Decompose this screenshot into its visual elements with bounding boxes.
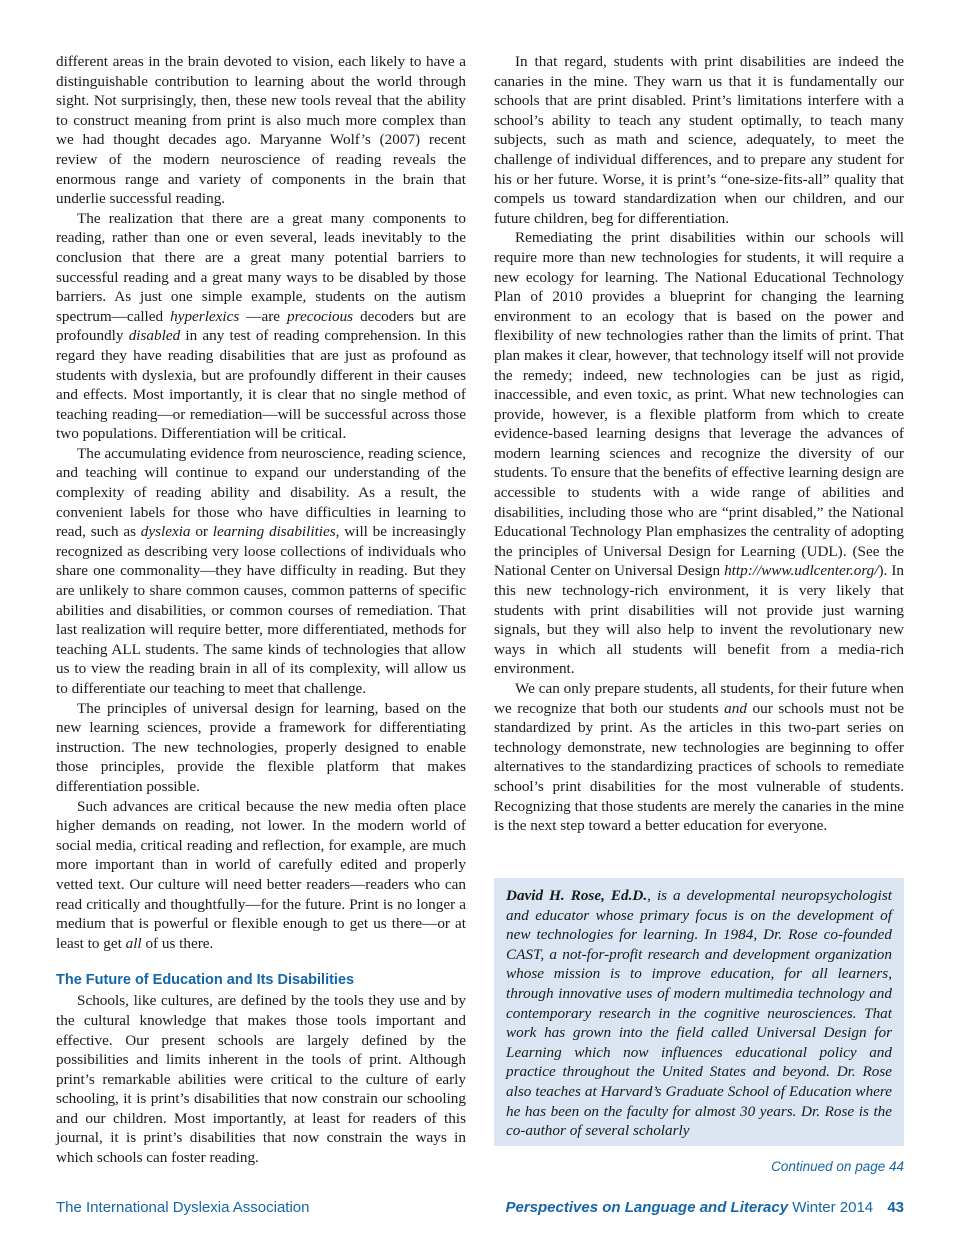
emphasis: precocious bbox=[287, 307, 354, 325]
text-run: decoders but are profoundly bbox=[56, 307, 467, 345]
left-column bbox=[56, 52, 466, 1168]
author-name: David H. Rose, Ed.D. bbox=[506, 887, 648, 904]
journal-title: Perspectives on Language and Literacy bbox=[505, 1199, 789, 1216]
body-paragraph bbox=[56, 797, 466, 954]
body-paragraph: Schools, like cultures, are defined by the tools they use and by the cultural knowledge that makes those tools important and effective. Our present schools are largely defined by the possibilities and limits inherent in the tools of print. Although print’s remarkable abilities were critical to the culture of early schooling, it is print’s disabilities that now constrain our schooling and our children. Most importantly, at least for readers of this journal, it is print’s disabilities that now constrain the ways in which schools can foster reading. bbox=[56, 992, 466, 1167]
text-run: or bbox=[190, 523, 213, 541]
body-paragraph bbox=[56, 209, 466, 444]
text-run: in any test of reading comprehension. In this regard they have reading disabilities that are just as profound as students with dyslexia, but are profoundly different in their causes and effects. Most importantly, it is clear that no single method of teaching reading—or remediation—will be successful across those two populations. Differentiation will be critical. bbox=[56, 327, 466, 443]
text-run: The accumulating evidence from neuroscience, reading science, and teaching will continue to expand our understanding of the complexity of reading ability and disability. As a result, the convenient labels for those who have difficulties in learning to read, such as bbox=[56, 444, 466, 541]
body-paragraph: In that regard, students with print disabilities are indeed the canaries in the mine. They warn us that it is fundamentally our schools that are print disabled. Print’s limitations interfere with a school’s ability to teach any student optimally, to teach many subjects, such as math and science, adequately, to meet the challenge of individual differences, and to prepare any student for his or her future. Worse, it is print’s “one-size-fits-all” quality that compels us toward standardization when our children, and our future children, beg for differentiation. bbox=[494, 53, 904, 227]
body-paragraph: The principles of universal design for learning, based on the new learning sciences, provide a framework for differentiating instruction. The new technologies, properly designed to enable those principles, provide the flexible platform that makes differentiation possible. bbox=[56, 699, 466, 795]
right-column bbox=[494, 52, 904, 836]
emphasis: all bbox=[125, 934, 142, 952]
udl-center-link[interactable]: http://www.udlcenter.org/ bbox=[724, 562, 879, 580]
text-run: our schools must not be standardized by print. As the articles in this two-part series on technology demonstrate, new technologies are beginning to offer alternatives to the standardizing practices of schools to remediate school’s print disabilities for the most vulnerable of students. Recognizing that those students are merely the canaries in the mine is the next step toward a better education for everyone. bbox=[494, 699, 904, 835]
emphasis: and bbox=[724, 699, 747, 717]
author-bio-text: , is a developmental neuropsychologist and educator whose primary focus is on the development of new technologies for learning. In 1984, Dr. Rose co-founded CAST, a not-for-profit research and development organization whose mission is to improve education, for all learners, through innovative uses of modern multimedia technology and contemporary research in the cognitive neurosciences. That work has grown into the field called Universal Design for Learning which now influences educational policy and practice throughout the United States and beyond. Dr. Rose also teaches at Harvard’s Graduate School of Education where he has been on the faculty for almost 30 years. Dr. Rose is the co-author of several scholarly bbox=[506, 887, 892, 1140]
emphasis: disabled bbox=[128, 327, 181, 345]
author-bio-box bbox=[494, 878, 904, 1146]
emphasis: learning disabilities, bbox=[212, 523, 340, 541]
text-run: ). In this new technology-rich environment, it is very likely that students with print disabilities will not provide just warning signals, but they will also help to invent the revolutionary new ways in which all students will benefit from a media-rich environment. bbox=[494, 562, 904, 678]
body-paragraph: different areas in the brain devoted to vision, each likely to have a distinguishable contribution to learning about the world through sight. Not surprisingly, then, these new tools reveal that the ability to construct meaning from print is also much more complex than we had thought decades ago. Maryanne Wolf’s (2007) recent review of the modern neuroscience of reading reveals the enormous range and variety of components in the brain that underlie successful reading. bbox=[56, 53, 466, 208]
text-run: We can only prepare students, all students, for their future when we recognize that both our students bbox=[494, 680, 904, 717]
footer-organization: The International Dyslexia Association bbox=[56, 1199, 310, 1216]
text-run: —are bbox=[239, 307, 288, 325]
section-heading: The Future of Education and Its Disabilities bbox=[56, 972, 355, 989]
journal-issue: Winter 2014 bbox=[792, 1199, 874, 1216]
emphasis: dyslexia bbox=[140, 523, 191, 541]
page-number: 43 bbox=[887, 1199, 904, 1216]
text-run: will be increasingly recognized as describing very loose collections of individuals who share one commonality—they have difficulty in reading. But they are unlikely to share common causes, common patterns of specific abilities and disabilities, or common courses of remediation. That last realization will require better, more differentiated, methods for teaching ALL students. The same kinds of technologies that allow us to view the reading brain in all of its complexity, will allow us to differentiate our teaching to meet that challenge. bbox=[56, 523, 466, 697]
body-paragraph bbox=[494, 228, 904, 679]
text-run: Such advances are critical because the new media often place higher demands on reading, not lower. In the modern world of social media, critical reading and reflection, for example, are much more important than in world of carefully edited and properly vetted text. Our culture will need better readers—readers who can read critically and thoughtfully—for the future. Print is no longer a medium that is powerful or flexible enough to get us there—or at least to get bbox=[56, 797, 466, 952]
text-run: The realization that there are a great many components to reading, rather than one or even several, leads inevitably to the conclusion that there are a great many potential barriers to successful reading and a great many ways to be disabled by those barriers. As just one simple example, students on the autism spectrum—called bbox=[56, 209, 466, 325]
body-paragraph bbox=[56, 444, 466, 699]
text-run: Remediating the print disabilities within our schools will require more than new technologies for students, it will require a new ecology for learning. The National Educational Technology Plan of 2010 provides a blueprint for changing the learning environment to an ecology that is based on the power and flexibility of new technologies rather than the limits of print. That plan makes it clear, however, that technology itself will not provide the remedy; indeed, new technologies can be just as rigid, inaccessible, and even toxic, as print. What new technologies can provide, however, is a flexible platform from which to create evidence-based learning designs that leverage the advances of modern learning sciences and recognize the diversity of our students. To ensure that the benefits of effective learning design are accessible to students with a wide range of abilities and disabilities, including those who are “print disabled,” the National Educational Technology Plan emphasizes the centrality of adopting the principles of Universal Design for Learning (UDL). (See the National Center on Universal Design bbox=[494, 229, 904, 580]
text-run: of us there. bbox=[141, 934, 214, 952]
footer-journal-info bbox=[505, 1199, 904, 1216]
emphasis: hyperlexics bbox=[170, 307, 240, 325]
continued-on-page[interactable]: Continued on page 44 bbox=[771, 1159, 904, 1174]
body-paragraph bbox=[494, 679, 904, 836]
